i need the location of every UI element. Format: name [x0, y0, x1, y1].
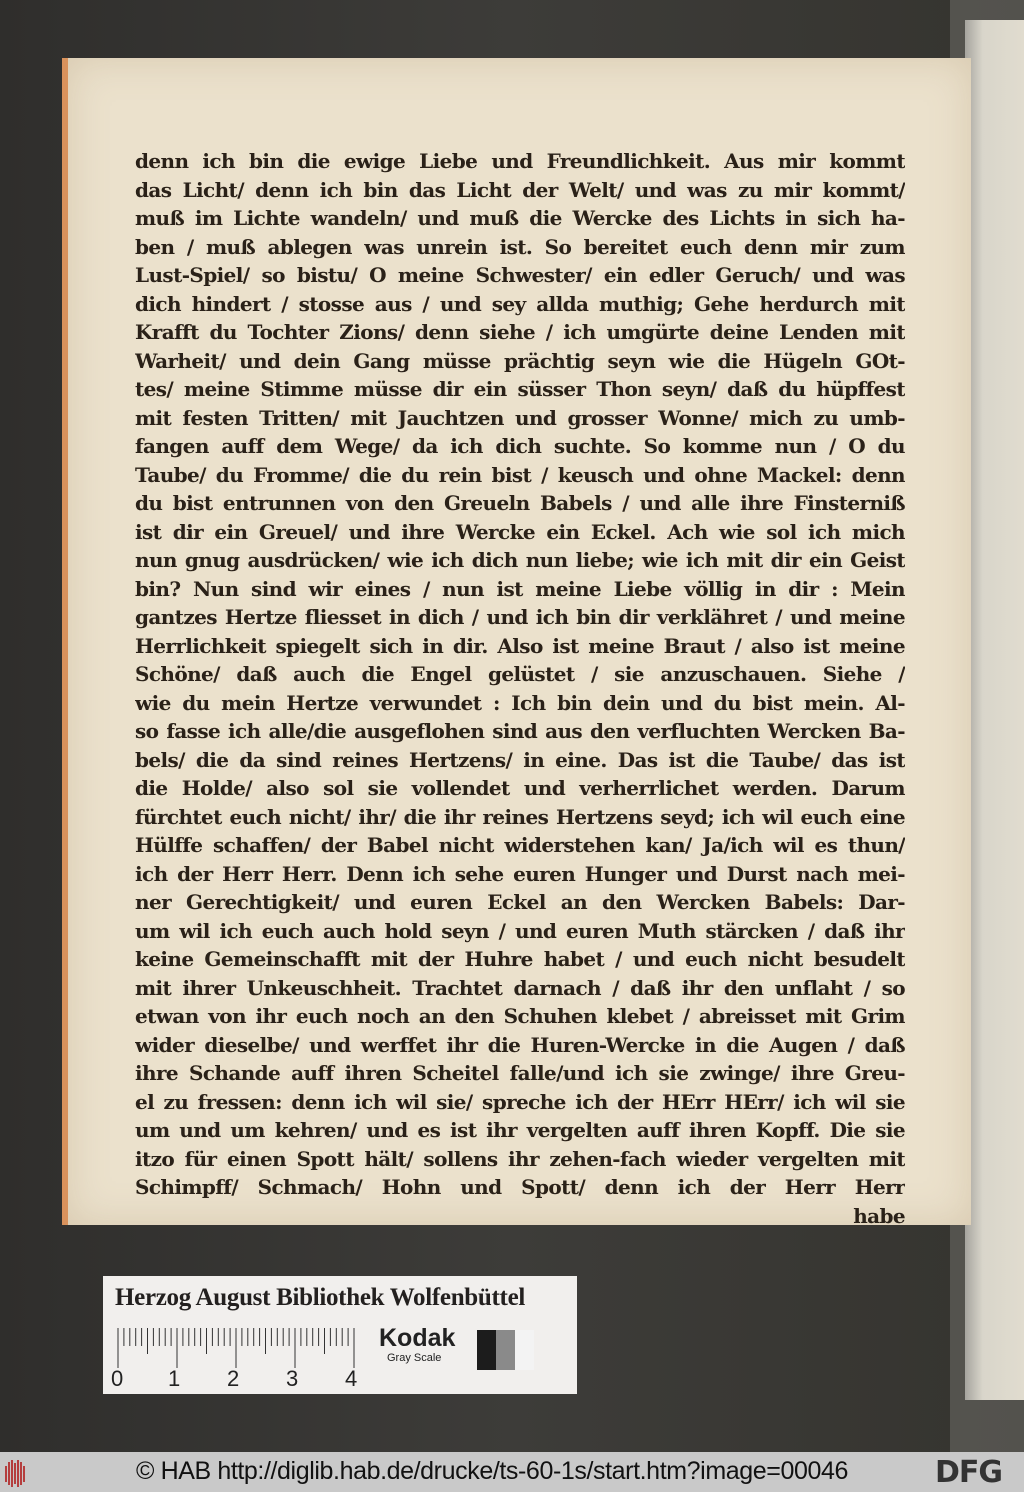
text-line: ben / muß ablegen was unrein ist. So bereitet euch denn mir zum: [135, 234, 905, 259]
catchword: habe: [853, 1203, 905, 1228]
text-line: keine Gemeinschafft mit der Huhre habet / und euch nicht besudelt: [135, 947, 905, 971]
text-line: Hülffe schaffen/ der Babel nicht widerstehen kan/ Ja/ich wil es thun/: [135, 833, 905, 857]
text-line: wie du mein Hertze verwundet : Ich bin dein und du bist mein. Al-: [135, 690, 905, 715]
text-line: mit festen Tritten/ mit Jauchtzen und grosser Wonne/ mich zu umb-: [135, 405, 905, 430]
text-line: Krafft du Tochter Zions/ denn siehe / ich umgürte deine Lenden mit: [135, 320, 905, 344]
text-line: bels/ die da sind reines Hertzens/ in eine. Das ist die Taube/ das ist: [135, 747, 905, 772]
text-line: Warheit/ und dein Gang müsse prächtig seyn wie die Hügeln GOt-: [135, 348, 905, 373]
text-line: ich der Herr Herr. Denn ich sehe euren Hunger und Durst nach mei-: [135, 861, 905, 886]
ruler-number: 3: [286, 1366, 299, 1391]
text-line: gantzes Hertze fliesset in dich / und ich bin dir verklähret / und meine: [135, 605, 905, 629]
copyright-link[interactable]: © HAB http://diglib.hab.de/drucke/ts-60-1s/start.htm?image=00046: [136, 1457, 848, 1485]
text-line: etwan von ihr euch noch an den Schuhen klebet / abreisset mit Grim: [135, 1004, 905, 1028]
text-line: muß im Lichte wandeln/ und muß die Wercke des Lichts in sich ha-: [135, 206, 905, 230]
ruler-number: 2: [227, 1366, 240, 1391]
text-line: du bist entrunnen von den Greueln Babels / und alle ihre Finsterniß: [135, 491, 905, 515]
ruler-number: 1: [168, 1366, 181, 1391]
gray-swatch-mid: [496, 1330, 515, 1370]
text-line: das Licht/ denn ich bin das Licht der Welt/ und was zu mir kommt/: [135, 177, 905, 202]
hab-logo-icon: [4, 1458, 26, 1488]
gray-swatch-black: [477, 1330, 496, 1370]
text-line: die Holde/ also sol sie vollendet und verherrlichet werden. Darum: [135, 776, 905, 800]
footer-bar: [0, 1452, 1024, 1492]
text-line: fürchtet euch nicht/ ihr/ die ihr reines Hertzens seyd; ich wil euch eine: [135, 804, 905, 829]
text-line: mit ihrer Unkeuschheit. Trachtet darnach / daß ihr den unflaht / so: [135, 975, 905, 1000]
text-line: ist dir ein Greuel/ und ihre Wercke ein Eckel. Ach wie sol ich mich: [135, 519, 905, 544]
text-line: dich hindert / stosse aus / und sey allda muthig; Gehe herdurch mit: [135, 291, 905, 316]
text-line: ner Gerechtigkeit/ und euren Eckel an den Wercken Babels: Dar-: [135, 890, 905, 914]
text-line: fangen auff dem Wege/ da ich dich suchte. So komme nun / O du: [135, 434, 905, 458]
text-line: um und um kehren/ und es ist ihr vergelten auff ihren Kopff. Die sie: [135, 1118, 905, 1142]
library-name: Herzog August Bibliothek Wolfenbüttel: [115, 1284, 526, 1311]
ruler-number: 4: [345, 1366, 358, 1391]
text-line: denn ich bin die ewige Liebe und Freundlichkeit. Aus mir kommt: [135, 149, 905, 173]
gray-scale-label: Gray Scale: [387, 1352, 442, 1364]
text-line: Taube/ du Fromme/ die du rein bist / keusch und ohne Mackel: denn: [135, 462, 905, 487]
text-line: Schöne/ daß auch die Engel gelüstet / sie anzuschauen. Siehe /: [135, 662, 905, 686]
color-card: [103, 1276, 577, 1394]
text-line: so fasse ich alle/die ausgeflohen sind aus den verfluchten Wercken Ba-: [135, 719, 905, 743]
text-line: wider dieselbe/ und werffet ihr die Huren-Wercke in die Augen / daß: [135, 1032, 905, 1057]
text-line: itzo für einen Spott hält/ sollens ihr zehen-fach wieder vergelten mit: [135, 1146, 905, 1171]
text-line: bin? Nun sind wir eines / nun ist meine Liebe völlig in dir : Mein: [135, 576, 905, 601]
text-line: Lust-Spiel/ so bistu/ O meine Schwester/ ein edler Geruch/ und was: [135, 263, 905, 287]
gray-swatch-white: [515, 1330, 534, 1370]
text-line: Schimpff/ Schmach/ Hohn und Spott/ denn ich der Herr Herr: [135, 1175, 905, 1199]
dfg-logo: DFG: [935, 1455, 1003, 1490]
ruler-number: 0: [111, 1366, 124, 1391]
text-line: el zu fressen: denn ich wil sie/ spreche ich der HErr HErr/ ich wil sie: [135, 1089, 905, 1114]
ruler-scale: [117, 1328, 357, 1368]
text-line: tes/ meine Stimme müsse dir ein süsser Thon seyn/ daß du hüpffest: [135, 377, 905, 401]
text-line: nun gnug ausdrücken/ wie ich dich nun liebe; wie ich mit dir ein Geist: [135, 548, 905, 572]
text-line: Herrlichkeit spiegelt sich in dir. Also ist meine Braut / also ist meine: [135, 633, 905, 658]
text-line: um wil ich euch auch hold seyn / und euren Muth stärcken / daß ihr: [135, 918, 905, 943]
page-text: [135, 147, 905, 1230]
kodak-logo: Kodak: [379, 1324, 456, 1352]
text-line: ihre Schande auff ihren Scheitel falle/und ich sie zwinge/ ihre Greu-: [135, 1061, 905, 1085]
